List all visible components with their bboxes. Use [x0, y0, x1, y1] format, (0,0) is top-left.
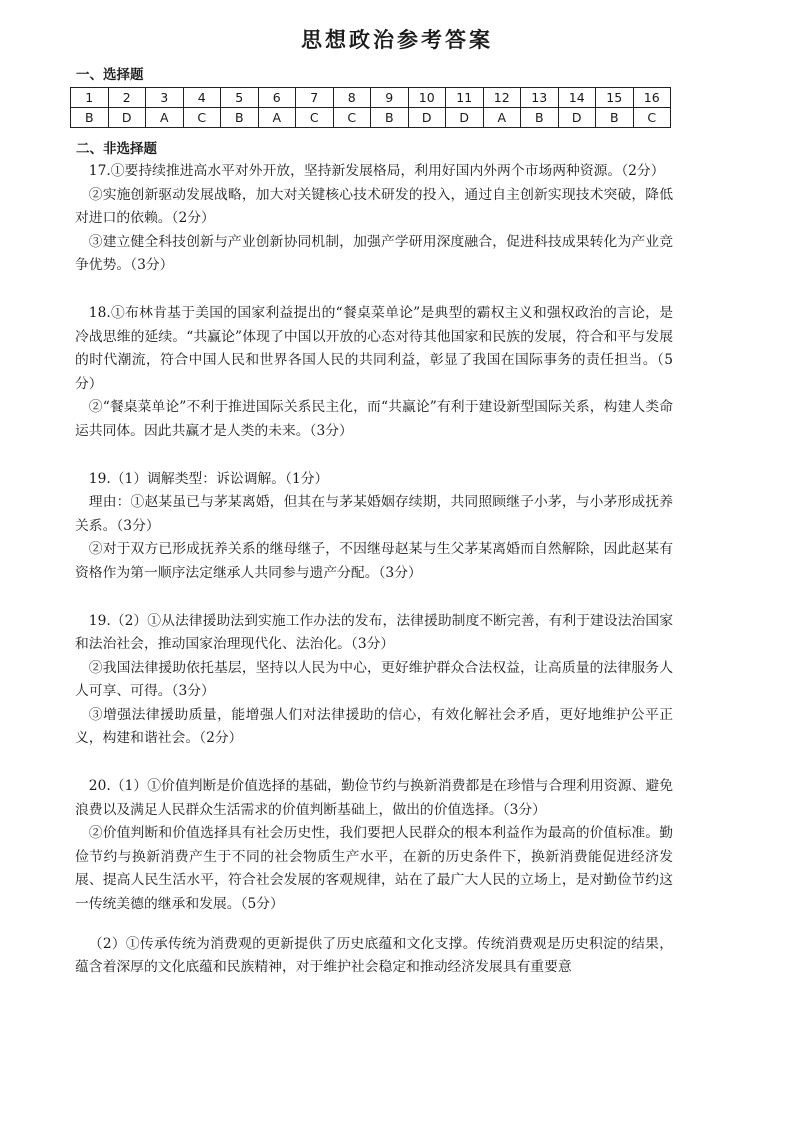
answer-cell: D: [558, 108, 596, 128]
answer-cell: B: [521, 108, 559, 128]
question-number: 7: [296, 88, 334, 108]
answer-19-1-type: 19.（1）调解类型：诉讼调解。（1分）: [88, 470, 329, 487]
answer-cell: A: [146, 108, 184, 128]
answer-17-3: ③建立健全科技创新与产业创新协同机制，加强产学研用深度融合，促进科技成果转化为产业竞争优势。（3分）: [75, 233, 673, 274]
answer-cell: B: [371, 108, 409, 128]
answer-cell: A: [483, 108, 521, 128]
question-number: 6: [258, 88, 296, 108]
answer-table-answer-row: [71, 108, 671, 128]
answer-cell: D: [108, 108, 146, 128]
answer-19-2-1: 19.（2）①从法律援助法到实施工作办法的发布，法律援助制度不断完善，有利于建设法治国家和法治社会，推动国家治理现代化、法治化。（3分）: [75, 612, 673, 653]
answer-19-2-3: ③增强法律援助质量，能增强人们对法律援助的信心，有效化解社会矛盾，更好地维护公平正义，构建和谐社会。（2分）: [75, 706, 673, 747]
question-number: 12: [483, 88, 521, 108]
answer-20-1-1: 20.（1）①价值判断是价值选择的基础，勤俭节约与换新消费都是在珍惜与合理利用资源、避免浪费以及满足人民群众生活需求的价值判断基础上，做出的价值选择。（3分）: [75, 778, 673, 818]
answer-19-2-2: ②我国法律援助依托基层，坚持以人民为中心，更好维护群众合法权益，让高质量的法律服务人人可享、可得。（3分）: [75, 659, 673, 700]
question-number: 16: [633, 88, 671, 108]
answer-cell: D: [446, 108, 484, 128]
answer-cell: B: [596, 108, 634, 128]
question-number: 14: [558, 88, 596, 108]
paragraph-gap: [75, 917, 673, 933]
answer-18-1: 18.①布林肯基于美国的国家利益提出的“餐桌菜单论”是典型的霸权主义和强权政治的言论，是冷战思维的延续。“共赢论”体现了中国以开放的心态对待其他国家和民族的发展，符合和平与发展的时代潮流，符合中国人民和世界各国人民的共同利益，彰显了我国在国际事务的责任担当。（5分）: [75, 304, 673, 392]
question-number: 10: [408, 88, 446, 108]
answer-20-1-2: ②价值判断和价值选择具有社会历史性，我们要把人民群众的根本利益作为最高的价值标准。勤俭节约与换新消费产生于不同的社会物质生产水平，在新的历史条件下，换新消费能促进经济发展、提高人民生活水平，符合社会发展的客观规律，站在了最广大人民的立场上，是对勤俭节约这一传统美德的继承和发展。（5分）: [75, 825, 673, 913]
answer-body: [75, 160, 673, 980]
question-number: 4: [183, 88, 221, 108]
section-heading-non-multiple-choice: 二、非选择题: [76, 141, 157, 157]
paragraph-gap: [75, 586, 673, 610]
question-number: 3: [146, 88, 184, 108]
answer-19-1-reason-1: 理由：①赵某虽已与茅某离婚，但其在与茅某婚姻存续期，共同照顾继子小茅，与小茅形成抚养关系。（3分）: [75, 494, 673, 534]
answer-cell: D: [408, 108, 446, 128]
answer-19-1-reason-2: ②对于双方已形成抚养关系的继母继子，不因继母赵某与生父茅某离婚而自然解除，因此赵某有资格作为第一顺序法定继承人共同参与遗产分配。（3分）: [75, 541, 673, 581]
answer-cell: C: [296, 108, 334, 128]
question-number: 5: [221, 88, 259, 108]
answer-17-2: ②实施创新驱动发展战略，加大对关键核心技术研发的投入，通过自主创新实现技术突破，降低对进口的依赖。（2分）: [75, 186, 673, 227]
question-number: 8: [333, 88, 371, 108]
answer-18-2: ②“餐桌菜单论”不利于推进国际关系民主化，而“共赢论”有利于建设新型国际关系，构建人类命运共同体。因此共赢才是人类的未来。（3分）: [75, 399, 673, 439]
answer-table-number-row: [71, 88, 671, 108]
answer-cell: C: [183, 108, 221, 128]
answer-cell: C: [333, 108, 371, 128]
paragraph-gap: [75, 444, 673, 468]
section-heading-multiple-choice: 一、选择题: [76, 67, 144, 83]
paragraph-gap: [75, 278, 673, 302]
answer-cell: B: [71, 108, 109, 128]
answer-cell: C: [633, 108, 671, 128]
answer-cell: A: [258, 108, 296, 128]
question-number: 9: [371, 88, 409, 108]
question-number: 1: [71, 88, 109, 108]
paragraph-gap: [75, 751, 673, 775]
question-number: 15: [596, 88, 634, 108]
question-number: 13: [521, 88, 559, 108]
answer-table: [70, 87, 671, 128]
question-number: 11: [446, 88, 484, 108]
answer-cell: B: [221, 108, 259, 128]
answer-17-1: 17.①要持续推进高水平对外开放，坚持新发展格局，利用好国内外两个市场两种资源。（2分）: [88, 163, 665, 179]
question-number: 2: [108, 88, 146, 108]
page-title: 思想政治参考答案: [301, 27, 493, 52]
answer-20-2-1: （2）①传承传统为消费观的更新提供了历史底蕴和文化支撑。传统消费观是历史积淀的结果，蕴含着深厚的文化底蕴和民族精神，对于维护社会稳定和推动经济发展具有重要意: [75, 935, 673, 976]
